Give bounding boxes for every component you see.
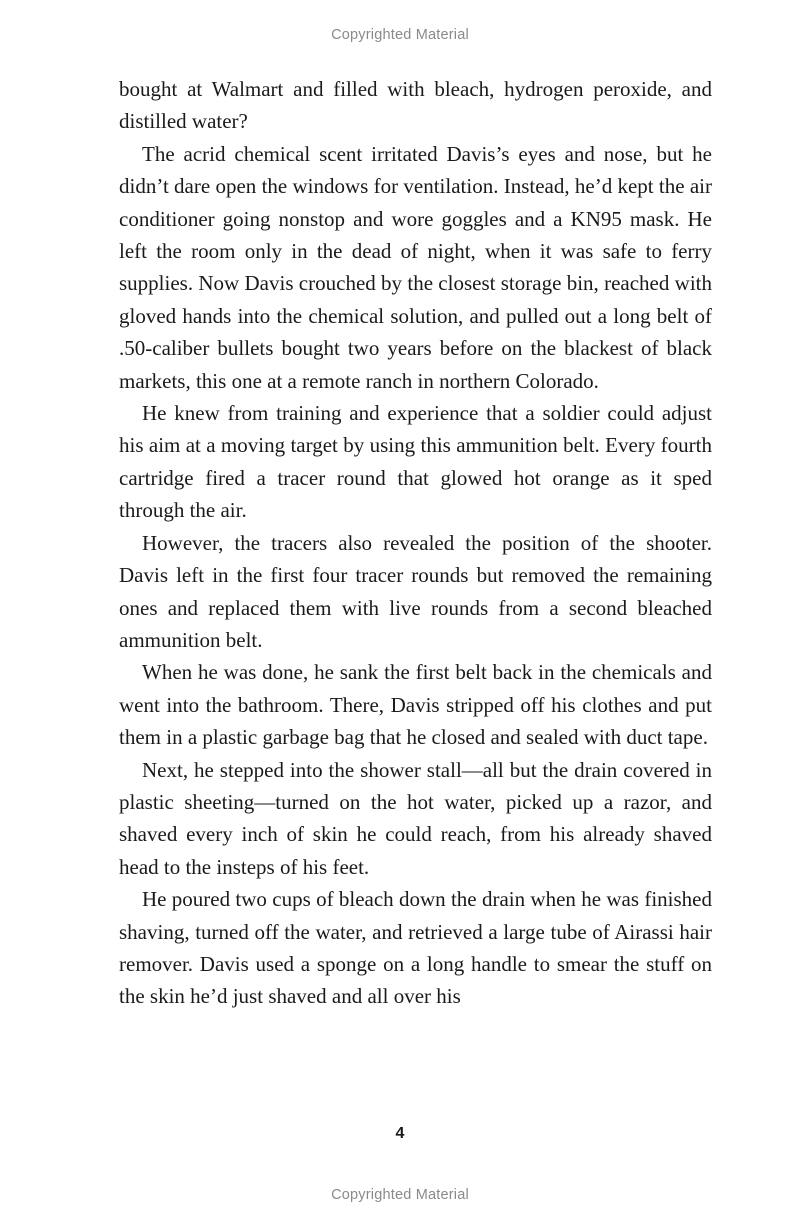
paragraph: When he was done, he sank the first belt back in the chemicals and went into the bathroom. There, Davis stripped off his clothes and put them in a plastic garbage bag that he closed and sealed with duct tape. (119, 660, 712, 750)
paragraph: The acrid chemical scent irritated Davis’s eyes and nose, but he didn’t dare open the windows for ventilation. Instead, he’d kept the air conditioner going nonstop and wore goggles and a KN95 mask. He left the room only in the dead of night, when it was safe to ferry supplies. Now Davis crouched by the closest storage bin, reached with gloved hands into the chemical solution, and pulled out a long belt of .50-caliber bullets bought two years before on the blackest of black markets, this one at a remote ranch in northern Colorado. (119, 141, 712, 393)
copyright-watermark-top: Copyrighted Material (331, 27, 469, 43)
paragraph: He knew from training and experience that a soldier could adjust his aim at a moving target by using this ammunition belt. Every fourth cartridge fired a tracer round that glowed hot orange as it sped through the air. (119, 401, 712, 523)
paragraph-continuation: bought at Walmart and filled with bleach, hydrogen peroxide, and distilled water? (119, 77, 712, 134)
copyright-watermark-bottom: Copyrighted Material (331, 1187, 469, 1203)
paragraph: He poured two cups of bleach down the drain when he was finished shaving, turned off the water, and retrieved a large tube of Airassi hair remover. Davis used a sponge on a long handle to smear the stuff on the skin he’d just shaved and all over his (119, 887, 712, 1009)
paragraph: However, the tracers also revealed the position of the shooter. Davis left in the first four tracer rounds but removed the remaining ones and replaced them with live rounds from a second bleached ammunition belt. (119, 530, 712, 652)
page-body-text (119, 73, 712, 1013)
page-number: 4 (395, 1125, 405, 1142)
paragraph: Next, he stepped into the shower stall—all but the drain covered in plastic sheeting—turned on the hot water, picked up a razor, and shaved every inch of skin he could reach, from his already shaved head to the insteps of his feet. (119, 757, 712, 879)
